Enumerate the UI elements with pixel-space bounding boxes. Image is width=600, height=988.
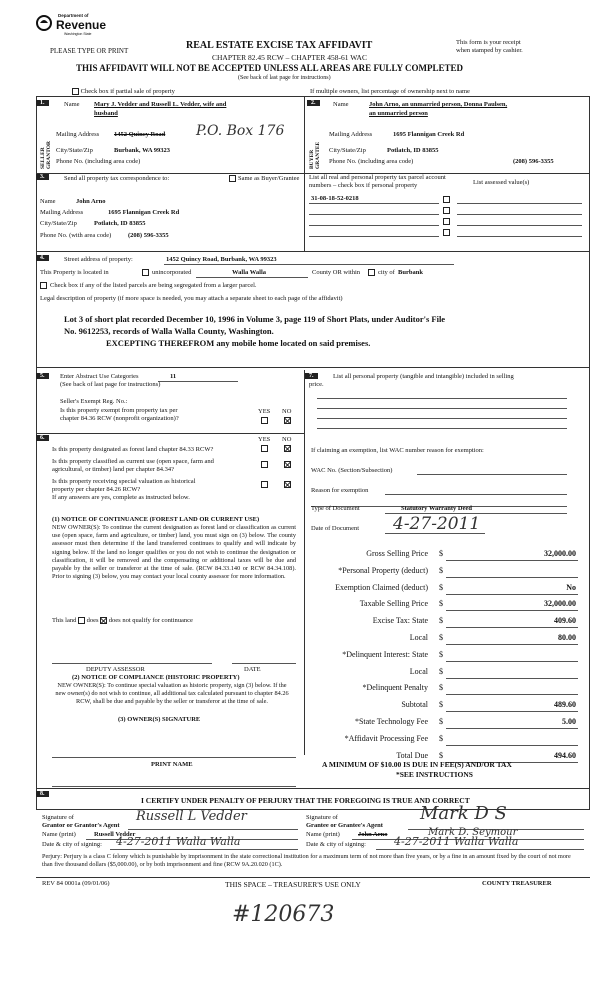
same-as-buyer-checkbox[interactable]	[229, 175, 236, 182]
tax-row-value[interactable]: 494.60	[554, 750, 576, 760]
section4-num: 4.	[36, 255, 49, 261]
same-as-buyer-label: Same as Buyer/Grantee	[238, 175, 300, 182]
parcel-checkbox-1[interactable]	[443, 196, 450, 203]
does-not-label: does not	[108, 617, 131, 624]
section3-left	[36, 174, 305, 252]
forest-no-checkbox[interactable]	[284, 445, 291, 452]
buyer-city[interactable]: Potlatch, ID 83855	[387, 147, 439, 154]
tax-row-label: *Delinquent Interest: State	[342, 649, 428, 659]
form-warning: THIS AFFIDAVIT WILL NOT BE ACCEPTED UNLESS ALL AREAS ARE FULLY COMPLETED	[76, 63, 464, 73]
s3-phone-label: Phone No. (with area code)	[40, 232, 112, 239]
abstract-see-back: (See back of last page for instructions)	[60, 381, 161, 388]
s3-mailing[interactable]: 1695 Flannigan Creek Rd	[108, 209, 180, 216]
dollar-sign: $	[439, 717, 443, 726]
seller-num: 1.	[36, 100, 49, 106]
parcel-list-label-2: numbers – check box if personal property	[309, 182, 418, 189]
forest-yes-checkbox[interactable]	[261, 445, 268, 452]
wac-claim: If claiming an exemption, list WAC number reason for exemption:	[311, 447, 484, 454]
tax-row-value[interactable]: 32,000.00	[544, 599, 576, 609]
see-instructions: *SEE INSTRUCTIONS	[396, 770, 473, 779]
s6-yes: YES	[258, 436, 271, 443]
seller-phone-label: Phone No. (including area code)	[56, 158, 141, 165]
rev-number: REV 84 0001a (09/01/06)	[42, 880, 110, 887]
s3-city[interactable]: Potlatch, ID 83855	[94, 220, 146, 227]
logo-main: Revenue	[56, 18, 107, 32]
revenue-logo	[36, 12, 107, 46]
city-name[interactable]: Burbank	[398, 269, 423, 276]
tax-row-line	[446, 644, 578, 645]
legal-desc-3[interactable]: EXCEPTING THEREFROM any mobile home located on said premises.	[106, 338, 371, 348]
tax-row-line	[446, 661, 578, 662]
type-doc-label: Type of Document	[311, 505, 360, 512]
tax-row-label: Exemption Claimed (deduct)	[335, 582, 428, 592]
grantor-signature[interactable]: Russell L Vedder	[136, 809, 247, 824]
logo-sub: Washington State	[64, 32, 92, 36]
qualify-label: qualify for continuance	[132, 617, 193, 624]
grantee-signature[interactable]: Mark D S	[420, 803, 507, 824]
grantee-sig-label-1: Signature of	[306, 814, 338, 821]
tax-row-line	[446, 711, 578, 712]
grantor-date-city[interactable]: 4-27-2011 Walla Walla	[116, 835, 241, 848]
q-exempt-2: chapter 84.36 RCW (nonprofit organization)?	[60, 415, 179, 422]
does-checkbox[interactable]	[78, 617, 85, 624]
dollar-sign: $	[439, 750, 443, 760]
personal-label-1: List all personal property (tangible and intangible) included in selling	[333, 373, 514, 380]
dollar-sign: $	[439, 582, 443, 592]
receipt-note-2: when stamped by cashier.	[456, 47, 523, 54]
historic-yes-checkbox[interactable]	[261, 481, 268, 488]
tax-row-line	[446, 610, 578, 611]
buyer-side-label: BUYER GRANTEE	[309, 141, 321, 169]
notice2-title: (2) NOTICE OF COMPLIANCE (HISTORIC PROPERTY)	[72, 674, 240, 681]
abstract-value[interactable]: 11	[170, 373, 177, 380]
grantee-name-hand[interactable]: Mark D. Seymour	[428, 827, 518, 838]
parcel-checkbox-4[interactable]	[443, 229, 450, 236]
print-name-label: PRINT NAME	[151, 761, 193, 768]
q-current-use-2: agricultural, or timber) land per chapter 84.34?	[52, 466, 175, 473]
s3-name[interactable]: John Arno	[76, 198, 106, 205]
see-back: (See back of last page for instructions)	[238, 75, 331, 81]
owner-signature-label: (3) OWNER(S) SIGNATURE	[118, 716, 201, 723]
tax-row-label: Local	[409, 633, 428, 642]
section3-right	[305, 174, 590, 252]
parcel-list-label-1: List all real and personal property tax parcel account	[309, 174, 446, 181]
partial-sale-label: Check box if partial sale of property	[80, 88, 175, 95]
type-doc[interactable]: Statutory Warranty Deed	[401, 505, 473, 512]
tax-row	[300, 650, 588, 663]
tax-row-line	[446, 560, 578, 561]
date-doc-label: Date of Document	[311, 525, 360, 532]
tax-row-label: *Delinquent Penalty	[362, 683, 428, 693]
grantee-name[interactable]: John Arno	[358, 831, 388, 838]
dollar-sign: $	[439, 616, 443, 626]
form-chapter: CHAPTER 82.45 RCW – CHAPTER 458-61 WAC	[212, 53, 367, 62]
tax-row	[300, 717, 588, 730]
s3-city-label: City/State/Zip	[40, 220, 77, 227]
grantee-date-label: Date & city of signing:	[306, 841, 366, 848]
buyer-name-1[interactable]: John Arno, an unmarried person, Donna Paulsen,	[369, 101, 508, 108]
parcel-checkbox-2[interactable]	[443, 207, 450, 214]
tax-row-label: *Affidavit Processing Fee	[344, 733, 428, 743]
tax-row	[300, 599, 588, 612]
grantor-name-label: Name (print)	[42, 831, 76, 838]
dollar-sign: $	[439, 565, 443, 575]
s6-no: NO	[282, 436, 292, 443]
tax-row	[300, 549, 588, 562]
tax-row	[300, 700, 588, 713]
dollar-sign: $	[439, 649, 443, 659]
tax-row	[300, 667, 588, 680]
current-use-yes-checkbox[interactable]	[261, 461, 268, 468]
receipt-note-1: This form is your receipt	[456, 39, 521, 46]
buyer-section	[305, 96, 590, 174]
dollar-sign: $	[439, 733, 443, 743]
parcel-checkbox-3[interactable]	[443, 218, 450, 225]
buyer-num: 2.	[307, 100, 320, 106]
tax-row-label: *Personal Property (deduct)	[338, 565, 428, 575]
partial-sale-checkbox[interactable]	[72, 88, 79, 95]
s5-no: NO	[282, 408, 292, 415]
buyer-mailing-label: Mailing Address	[329, 131, 373, 138]
exempt-no-checkbox[interactable]	[284, 417, 291, 424]
notice1-title: (1) NOTICE OF CONTINUANCE (FOREST LAND OR CURRENT USE)	[52, 516, 260, 523]
personal-label-2: price.	[309, 381, 324, 388]
section7-num: 7.	[305, 373, 318, 379]
logo-mark-icon	[36, 15, 52, 31]
tax-row-label: Taxable Selling Price	[359, 599, 428, 609]
tax-row	[300, 633, 588, 646]
county-treasurer: COUNTY TREASURER	[482, 880, 552, 887]
tax-row	[300, 566, 588, 579]
q-forest: Is this property designated as forest land chapter 84.33 RCW?	[52, 446, 214, 453]
exempt-reg-label: Seller's Exempt Reg. No.:	[60, 398, 128, 405]
tax-row	[300, 734, 588, 747]
send-tax-label: Send all property tax correspondence to:	[64, 175, 170, 182]
seller-city-label: City/State/Zip	[56, 147, 93, 154]
notice1-text: NEW OWNER(S): To continue the current designation as forest land or classification as current use (open space, farm and agriculture, or timber) land, you must sign on (3) below. The county assessor must then determine if the land transferred continues to qualify and will indicate by signing below. If the land no longer qualifies or you do not wish to continue the designation or classification, it will be removed and the compensating or additional taxes will be due and payable by the seller or transferor at the time of sale. (RCW 84.33.140 or RCW 84.34.108). Prior to signing (3) below, you may contact your local county assessor for more information.	[52, 524, 296, 581]
seller-city[interactable]: Burbank, WA 99323	[114, 147, 171, 154]
tax-row-line	[446, 728, 578, 729]
tax-row-label: Subtotal	[401, 700, 428, 710]
logo-top: Department of	[58, 13, 89, 18]
tax-row	[300, 616, 588, 629]
grantor-sig-label-2: Grantor or Grantor's Agent	[42, 822, 120, 829]
dollar-sign: $	[439, 700, 443, 710]
legal-desc-1[interactable]: Lot 3 of short plat recorded December 10, 1996 in Volume 3, page 119 of Short Plats, under Auditor's File	[64, 314, 446, 324]
tax-row-value[interactable]: 489.60	[554, 700, 576, 710]
grantor-sig-label-1: Signature of	[42, 814, 74, 821]
section5	[36, 370, 305, 433]
date-doc[interactable]: 4-27-2011	[393, 514, 481, 534]
tax-row	[300, 683, 588, 696]
section5-num: 5.	[36, 373, 49, 379]
tax-row-label: *State Technology Fee	[354, 717, 428, 726]
tax-row-label: Gross Selling Price	[366, 549, 428, 558]
grantee-sig-label-2: Grantee or Grantee's Agent	[306, 822, 383, 829]
dollar-sign: $	[439, 599, 443, 609]
seller-mailing[interactable]: 1452 Quincy Road	[114, 131, 166, 138]
tax-row-line	[446, 745, 578, 746]
section8-num: 8.	[36, 791, 49, 797]
legal-label: Legal description of property (if more space is needed, you may attach a separate sheet to each page of the affidavit)	[40, 295, 343, 302]
exempt-yes-checkbox[interactable]	[261, 417, 268, 424]
section8	[36, 788, 590, 878]
s3-mailing-label: Mailing Address	[40, 209, 84, 216]
buyer-phone[interactable]: (208) 596-3355	[513, 158, 554, 165]
abstract-label: Enter Abstract Use Categories	[60, 373, 139, 380]
notice2-text: NEW OWNER(S): To continue special valuation as historic property, sign (3) below. If the new owner(s) do not wish to continue, all additional tax calculated pursuant to chapter 84.26 RCW, shall be due and payable by the seller or transferor at the time of sale.	[55, 682, 289, 705]
q-note: If any answers are yes, complete as instructed below.	[52, 494, 190, 501]
s5-yes: YES	[258, 408, 271, 415]
dollar-sign: $	[439, 633, 443, 642]
grantor-date-label: Date & city of signing:	[42, 841, 102, 848]
tax-row-line	[446, 694, 578, 695]
tax-row-value[interactable]: No	[566, 582, 576, 592]
seller-mailing-label: Mailing Address	[56, 131, 100, 138]
tax-row-value[interactable]: 32,000.00	[544, 549, 576, 558]
buyer-name-2[interactable]: an unmarried person	[369, 110, 428, 117]
section4	[36, 252, 590, 368]
perjury-text: Perjury: Perjury is a class C felony which is punishable by imprisonment in the state correctional institution for a maximum term of not more than five years, or by a fine in an amount fixed by the court of not more than five thousand dollars ($5,000.00), or by both imprisonment and fine (RCW 9A.20.020 (1C).	[42, 853, 571, 868]
city-of-label: city of	[378, 269, 395, 276]
street-label: Street address of property:	[64, 256, 133, 263]
county-name[interactable]: Walla Walla	[232, 269, 267, 276]
multiple-owners-note: If multiple owners, list percentage of ownership next to name	[310, 88, 470, 95]
q-exempt-1: Is this property exempt from property tax per	[60, 407, 178, 414]
deputy-assessor: DEPUTY ASSESSOR	[86, 666, 145, 673]
please-type: PLEASE TYPE OR PRINT	[50, 47, 129, 55]
tax-row-value[interactable]: 409.60	[554, 616, 576, 626]
s3-name-label: Name	[40, 198, 56, 205]
tax-row-line	[446, 577, 578, 578]
section3-num: 3.	[36, 174, 49, 180]
tax-row-line	[446, 627, 578, 628]
parcel-number[interactable]: 31-08-18-52-0218	[311, 195, 359, 202]
historic-no-checkbox[interactable]	[284, 481, 291, 488]
located-label: This Property is located in	[40, 269, 109, 276]
buyer-name-label: Name	[333, 101, 349, 108]
segregated-checkbox[interactable]	[40, 282, 47, 289]
land-qualify-row	[52, 617, 193, 624]
seller-name-label: Name	[64, 101, 80, 108]
certify-text: I CERTIFY UNDER PENALTY OF PERJURY THAT THE FOREGOING IS TRUE AND CORRECT	[141, 796, 470, 805]
seller-side-label: SELLER GRANTOR	[40, 140, 52, 169]
section6-num: 6.	[36, 435, 49, 441]
city-checkbox[interactable]	[368, 269, 375, 276]
s3-phone[interactable]: (208) 596-3355	[128, 232, 169, 239]
tax-row-line	[446, 594, 578, 595]
assessed-label: List assessed value(s)	[473, 179, 530, 186]
section6	[36, 433, 305, 768]
minimum-note: A MINIMUM OF $10.00 IS DUE IN FEE(S) AND/OR TAX	[322, 760, 512, 769]
unincorporated-checkbox[interactable]	[142, 269, 149, 276]
tax-row-line	[446, 678, 578, 679]
seller-name-1[interactable]: Mary J. Vedder and Russell L. Vedder, wife and	[94, 101, 227, 108]
q-historic-2: property per chapter 84.26 RCW?	[52, 486, 141, 493]
dollar-sign: $	[439, 666, 443, 676]
dollar-sign: $	[439, 549, 443, 558]
grantor-name[interactable]: Russell Vedder	[94, 831, 136, 838]
county-or-label: County OR within	[312, 269, 361, 276]
wac-no-label: WAC No. (Section/Subsection)	[311, 467, 393, 474]
tax-row	[300, 583, 588, 596]
form-title: REAL ESTATE EXCISE TAX AFFIDAVIT	[186, 40, 373, 51]
seller-mailing-hand: P.O. Box 176	[196, 123, 285, 139]
partial-sale-row	[72, 88, 175, 95]
seller-name-2[interactable]: husband	[94, 110, 118, 117]
buyer-mailing[interactable]: 1695 Flannigan Creek Rd	[393, 131, 465, 138]
tax-row-label: Total Due	[396, 750, 428, 760]
unincorporated-label: unincorporated	[152, 269, 192, 276]
tax-row-value[interactable]: 80.00	[558, 633, 576, 642]
treasurer-space: THIS SPACE – TREASURER'S USE ONLY	[225, 880, 361, 889]
grantee-name-label: Name (print)	[306, 831, 340, 838]
segregated-label: Check box if any of the listed parcels are being segregated from a larger parcel.	[50, 282, 257, 289]
reason-label: Reason for exemption	[311, 487, 369, 494]
q-current-use-1: Is this property classified as current use (open space, farm and	[52, 458, 214, 465]
legal-desc-2[interactable]: No. 9612253, records of Walla Walla County, Washington.	[64, 326, 274, 336]
q-historic-1: Is this property receiving special valuation as historical	[52, 478, 196, 485]
receipt-number: #120673	[232, 902, 335, 927]
buyer-city-label: City/State/Zip	[329, 147, 366, 154]
tax-row-label: Excise Tax: State	[372, 616, 428, 626]
does-label: does	[86, 617, 99, 624]
parcel-lines	[309, 203, 439, 251]
deputy-date: DATE	[244, 666, 261, 673]
does-not-checkbox[interactable]	[100, 617, 107, 624]
land-label: This land	[52, 617, 77, 624]
current-use-no-checkbox[interactable]	[284, 461, 291, 468]
dollar-sign: $	[439, 683, 443, 693]
tax-row-value[interactable]: 5.00	[562, 717, 576, 726]
buyer-phone-label: Phone No. (including area code)	[329, 158, 414, 165]
grantee-date-city[interactable]: 4-27-2011 Walla Walla	[394, 835, 519, 848]
seller-section	[36, 96, 305, 174]
tax-row-label: Local	[409, 666, 428, 676]
street-address[interactable]: 1452 Quincy Road, Burbank, WA 99323	[166, 256, 277, 263]
